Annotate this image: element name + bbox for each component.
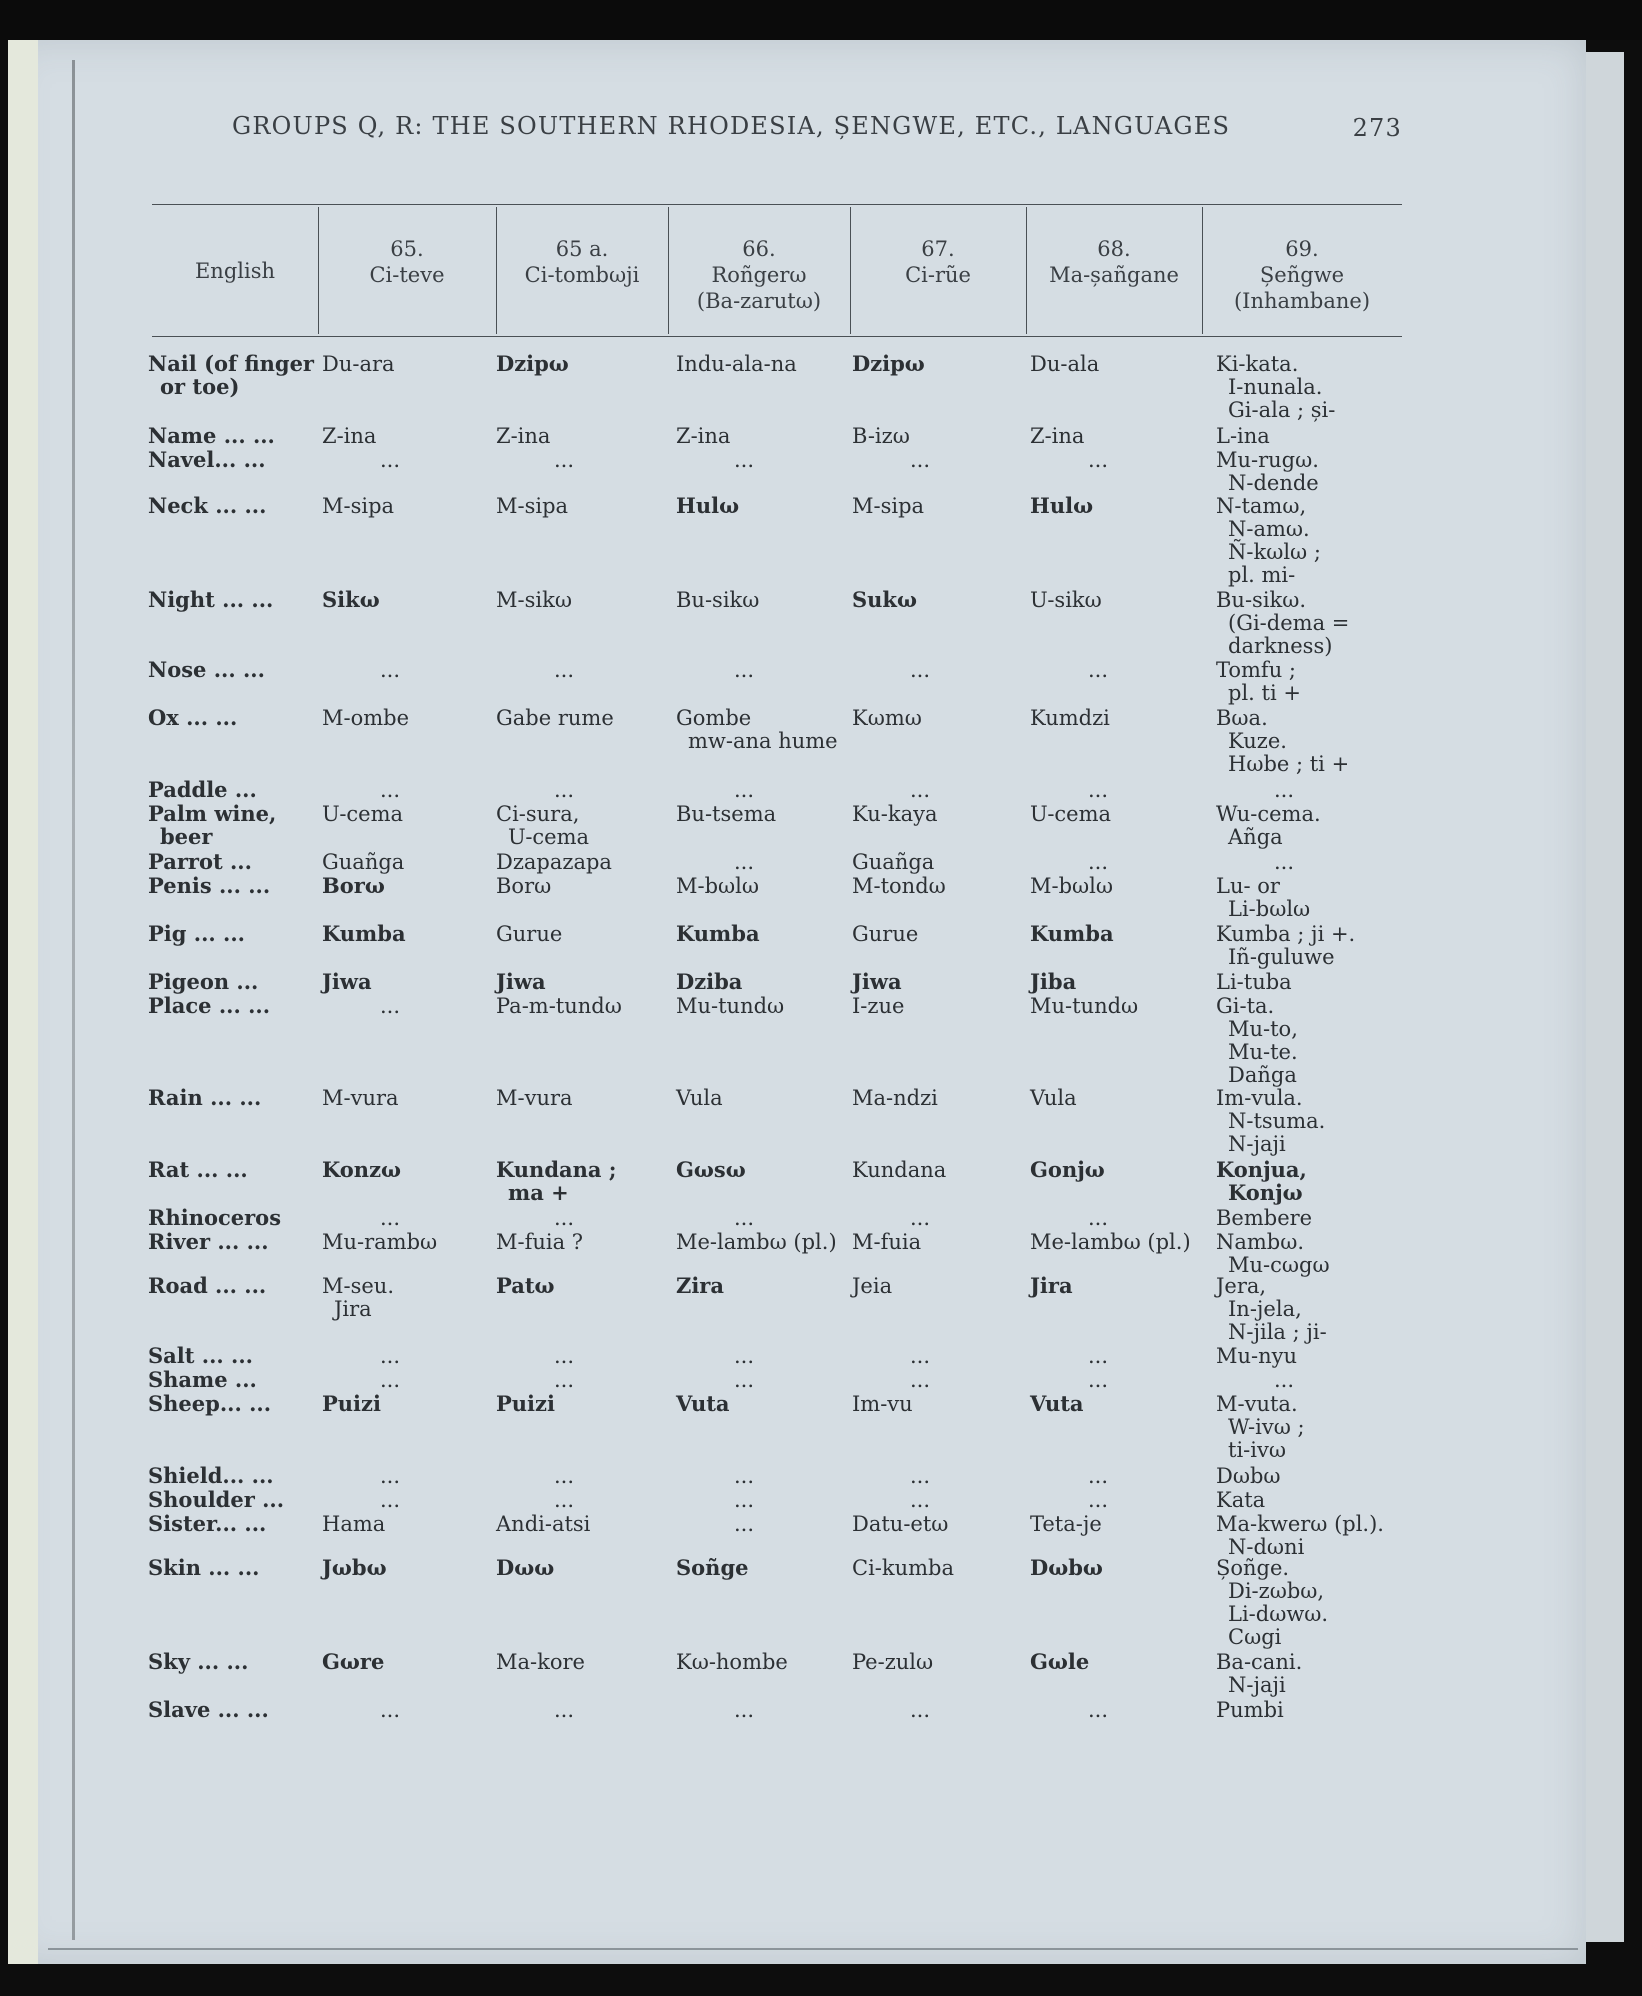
cell-c65: Gωre — [322, 1649, 385, 1674]
cell-c67: Pe-zulω — [852, 1650, 934, 1674]
cell-c69: Ki-kata. — [1216, 352, 1299, 376]
cell-c69: Iñ-guluwe — [1228, 945, 1335, 969]
cell-en: beer — [160, 824, 213, 849]
cell-en: Place ... ... — [148, 993, 271, 1018]
cell-c69: I-nunala. — [1228, 375, 1323, 399]
cell-c69: N-dωni — [1228, 1535, 1305, 1559]
cell-c66: Kω-hombe — [676, 1650, 788, 1674]
cell-c65: ... — [380, 1344, 401, 1368]
column-header-line: Ci-rũe — [905, 263, 971, 287]
cell-c67: I-zue — [852, 994, 905, 1018]
cell-c65: ... — [380, 448, 401, 472]
cell-en: Rhinoceros — [148, 1205, 282, 1230]
cell-c65: Z-ina — [322, 424, 377, 448]
cell-c68: ... — [1088, 1344, 1109, 1368]
cell-c65: M-seu. — [322, 1274, 395, 1298]
cell-c69: Di-zωbω, — [1228, 1579, 1325, 1603]
cell-c66: Mu-tundω — [676, 994, 785, 1018]
cell-c69: N-jaji — [1228, 1673, 1286, 1697]
cell-c69: Konjua, — [1216, 1157, 1307, 1182]
cell-c68: Z-ina — [1030, 424, 1085, 448]
cell-c65a: ... — [554, 1698, 575, 1722]
column-header-1 — [318, 236, 496, 288]
cell-c65a: Dzipω — [496, 351, 569, 376]
column-header-line: 67. — [921, 237, 955, 261]
cell-c69: Bu-sikω. — [1216, 588, 1307, 612]
cell-c66: Soñge — [676, 1555, 749, 1580]
cell-c67: Guañga — [852, 850, 935, 874]
cell-c65: Guañga — [322, 850, 405, 874]
cell-en: Road ... ... — [148, 1273, 267, 1298]
cell-c69: ... — [1274, 850, 1295, 874]
cell-c68: Me-lambω (pl.) — [1030, 1230, 1191, 1254]
cell-c69: Tomfu ; — [1216, 658, 1296, 682]
cell-c68: Jiba — [1030, 969, 1077, 994]
cell-c69: darkness) — [1228, 634, 1333, 658]
cell-c65: M-sipa — [322, 494, 395, 518]
cell-c66: Bu-sikω — [676, 588, 760, 612]
cell-c65: M-vura — [322, 1086, 399, 1110]
running-header — [232, 104, 1402, 144]
cell-c69: Lu- or — [1216, 874, 1280, 898]
cell-c65: ... — [380, 994, 401, 1018]
cell-c69: N-jila ; ji- — [1228, 1320, 1327, 1344]
cell-c66: Gombe — [676, 706, 752, 730]
cell-c68: ... — [1088, 1206, 1109, 1230]
cell-c66: ... — [734, 1368, 755, 1392]
cell-c69: Mu-te. — [1228, 1040, 1298, 1064]
cell-en: Ox ... ... — [148, 705, 238, 730]
cell-en: Shield... ... — [148, 1463, 274, 1488]
cell-c66: Indu-ala-na — [676, 352, 797, 376]
cell-en: Slave ... ... — [148, 1697, 269, 1722]
cell-c65: M-ombe — [322, 706, 410, 730]
cell-c65a: ... — [554, 1344, 575, 1368]
cell-c69: N-tamω, — [1216, 494, 1307, 518]
cell-c65a: Patω — [496, 1273, 555, 1298]
cell-c66: Z-ina — [676, 424, 731, 448]
cell-c65: Konzω — [322, 1157, 401, 1182]
cell-c69: Șoñge. — [1216, 1556, 1290, 1580]
page-bottom-edge — [48, 1948, 1578, 1950]
cell-c69: pl. mi- — [1228, 563, 1296, 587]
cell-en: Rat ... ... — [148, 1157, 248, 1182]
cell-c65a: Borω — [496, 874, 552, 898]
cell-c65: ... — [380, 1464, 401, 1488]
cell-en: Penis ... ... — [148, 873, 271, 898]
column-header-line: 65 a. — [555, 237, 609, 261]
cell-c65: Jiwa — [322, 969, 372, 994]
cell-c69: N-dende — [1228, 471, 1319, 495]
cell-c67: ... — [910, 1698, 931, 1722]
cell-c66: Dziba — [676, 969, 743, 994]
cell-c65: Du-ara — [322, 352, 395, 376]
column-header-line: Ci-tombωji — [524, 263, 640, 287]
cell-c67: Jiwa — [852, 969, 902, 994]
cell-c65a: M-vura — [496, 1086, 573, 1110]
cell-c66: ... — [734, 1464, 755, 1488]
cell-c68: ... — [1088, 778, 1109, 802]
cell-c69: Mu-nyu — [1216, 1344, 1298, 1368]
cell-c65: Mu-rambω — [322, 1230, 438, 1254]
cell-c68: Du-ala — [1030, 352, 1100, 376]
cell-c68: Gωle — [1030, 1649, 1090, 1674]
cell-c68: Hulω — [1030, 493, 1094, 518]
cell-c65a: Dzapazapa — [496, 850, 612, 874]
column-header-line: (Inhambane) — [1233, 289, 1371, 313]
cell-c68: ... — [1088, 1698, 1109, 1722]
cell-en: or toe) — [160, 374, 240, 399]
cell-c65: Jira — [334, 1297, 372, 1321]
column-header-4 — [850, 236, 1026, 288]
cell-c69: (Gi-dema = — [1228, 611, 1350, 635]
cell-c69: Li-tuba — [1216, 970, 1292, 994]
cell-c65a: Andi-atsi — [496, 1512, 591, 1536]
cell-c69: Cωgi — [1228, 1625, 1282, 1649]
cell-c69: N-amω. — [1228, 517, 1310, 541]
cell-c65a: Puizi — [496, 1391, 555, 1416]
cell-c67: ... — [910, 1368, 931, 1392]
cell-c68: Dωbω — [1030, 1555, 1103, 1580]
cell-en: Night ... ... — [148, 587, 274, 612]
cell-c65: Kumba — [322, 921, 406, 946]
cell-c67: ... — [910, 778, 931, 802]
cell-c69: Li-dωwω. — [1228, 1602, 1329, 1626]
cell-c66: ... — [734, 850, 755, 874]
cell-c66: ... — [734, 1512, 755, 1536]
cell-c66: ... — [734, 1206, 755, 1230]
cell-en: Name ... ... — [148, 423, 275, 448]
cell-c69: Ñ-kωlω ; — [1228, 540, 1321, 564]
cell-c68: ... — [1088, 448, 1109, 472]
cell-c69: Konjω — [1228, 1180, 1303, 1205]
cell-c67: ... — [910, 1464, 931, 1488]
cell-c67: Kundana — [852, 1158, 947, 1182]
cell-c68: Vula — [1030, 1086, 1077, 1110]
cell-c69: L-ina — [1216, 424, 1270, 448]
cell-c65: ... — [380, 1368, 401, 1392]
cell-c67: Jeia — [852, 1274, 893, 1298]
cell-c68: Jira — [1030, 1273, 1073, 1298]
cell-c65a: Dωω — [496, 1555, 555, 1580]
cell-c65a: ... — [554, 658, 575, 682]
cell-c69: Kumba ; ji +. — [1216, 922, 1356, 946]
cell-c69: Jera, — [1216, 1274, 1267, 1298]
cell-en: Parrot ... — [148, 849, 252, 874]
column-header-6 — [1202, 236, 1402, 314]
cell-c67: M-sipa — [852, 494, 925, 518]
cell-c66: ... — [734, 1344, 755, 1368]
column-header-line: 69. — [1285, 237, 1319, 261]
running-header-title: GROUPS Q, R: THE SOUTHERN RHODESIA, ȘENGWE, ETC., LANGUAGES — [232, 112, 1231, 140]
cell-c66: Vuta — [676, 1391, 730, 1416]
cell-c68: U-sikω — [1030, 588, 1102, 612]
cell-c69: Dañga — [1228, 1063, 1297, 1087]
cell-c69: Kata — [1216, 1488, 1266, 1512]
table-header-rule — [152, 336, 1402, 337]
cell-c65: ... — [380, 658, 401, 682]
cell-c67: Ma-ndzi — [852, 1086, 938, 1110]
cell-c65: ... — [380, 778, 401, 802]
cell-c69: Im-vula. — [1216, 1086, 1303, 1110]
cell-c69: Dωbω — [1216, 1464, 1281, 1488]
cell-c65: ... — [380, 1698, 401, 1722]
cell-en: Neck ... ... — [148, 493, 267, 518]
cell-c65a: M-sipa — [496, 494, 569, 518]
cell-c69: Mu-to, — [1228, 1017, 1298, 1041]
cell-c65: Sikω — [322, 587, 380, 612]
column-header-line: (Ba-zarutω) — [696, 289, 822, 313]
column-header-line: 68. — [1097, 237, 1131, 261]
cell-en: Navel... ... — [148, 447, 266, 472]
cell-c69: Li-bωlω — [1228, 897, 1311, 921]
column-header-line: Șeñgwe — [1259, 263, 1345, 287]
cell-c65a: M-fuia ? — [496, 1230, 584, 1254]
cell-c65: Hama — [322, 1512, 386, 1536]
cell-c66: ... — [734, 778, 755, 802]
cell-c65a: Ma-kore — [496, 1650, 585, 1674]
cell-en: Salt ... ... — [148, 1343, 253, 1368]
cell-c69: Ma-kwerω (pl.). — [1216, 1512, 1384, 1536]
column-header-2 — [496, 236, 668, 288]
cell-c65: Jωbω — [322, 1555, 387, 1580]
cell-c65a: ... — [554, 1488, 575, 1512]
cell-c69: Pumbi — [1216, 1698, 1284, 1722]
cell-c69: Bωa. — [1216, 706, 1268, 730]
cell-c69: ti-ivω — [1228, 1438, 1286, 1462]
cell-c67: ... — [910, 1344, 931, 1368]
cell-c66: Kumba — [676, 921, 760, 946]
cell-en: Palm wine, — [148, 801, 277, 826]
cell-c68: ... — [1088, 850, 1109, 874]
column-header-line: 65. — [390, 237, 424, 261]
cell-c68: M-bωlω — [1030, 874, 1114, 898]
cell-c69: Hωbe ; ti + — [1228, 752, 1350, 776]
cell-c65a: Gabe rume — [496, 706, 614, 730]
cell-en: Sheep... ... — [148, 1391, 272, 1416]
cell-c67: B-izω — [852, 424, 910, 448]
cell-en: Shame ... — [148, 1367, 257, 1392]
cell-c69: M-vuta. — [1216, 1392, 1298, 1416]
cell-en: Pig ... ... — [148, 921, 245, 946]
cell-c68: Kumba — [1030, 921, 1114, 946]
cell-c69: Gi-ta. — [1216, 994, 1275, 1018]
binding-shadow — [72, 60, 75, 1940]
table-top-rule — [152, 204, 1402, 205]
cell-en: River ... ... — [148, 1229, 269, 1254]
column-header-line: English — [194, 259, 276, 283]
cell-c65a: Jiwa — [496, 969, 546, 994]
cell-c68: Mu-tundω — [1030, 994, 1139, 1018]
cell-c65a: U-cema — [508, 825, 590, 849]
cell-en: Sister... ... — [148, 1511, 267, 1536]
cell-en: Pigeon ... — [148, 969, 259, 994]
column-header-line: Ci-teve — [369, 263, 445, 287]
cell-c68: Vuta — [1030, 1391, 1084, 1416]
cell-c65a: Gurue — [496, 922, 563, 946]
cell-c68: ... — [1088, 1368, 1109, 1392]
cell-c66: mw-ana hume — [688, 729, 838, 753]
cell-c65a: ... — [554, 778, 575, 802]
cell-c66: Me-lambω (pl.) — [676, 1230, 837, 1254]
cell-c67: Sukω — [852, 587, 917, 612]
cell-c66: Vula — [676, 1086, 723, 1110]
cell-c68: ... — [1088, 1488, 1109, 1512]
cell-c69: Kuze. — [1228, 729, 1287, 753]
cell-c67: ... — [910, 1206, 931, 1230]
column-header-line: Roñgerω — [711, 263, 807, 287]
cell-c66: Gωsω — [676, 1157, 746, 1182]
cell-c69: Añga — [1228, 825, 1283, 849]
cell-c65a: M-sikω — [496, 588, 572, 612]
cell-en: Paddle ... — [148, 777, 257, 802]
cell-c67: Ci-kumba — [852, 1556, 955, 1580]
cell-c68: ... — [1088, 658, 1109, 682]
cell-c65a: ... — [554, 1206, 575, 1230]
page-number: 273 — [1352, 114, 1402, 142]
cell-en: Sky ... ... — [148, 1649, 249, 1674]
cell-c69: Bembere — [1216, 1206, 1313, 1230]
cell-c65: Puizi — [322, 1391, 381, 1416]
cell-c69: ... — [1274, 1368, 1295, 1392]
cell-c65a: Z-ina — [496, 424, 551, 448]
column-header-3 — [668, 236, 850, 314]
cell-c69: ... — [1274, 778, 1295, 802]
cell-c69: Wu-cema. — [1216, 802, 1321, 826]
cell-c69: N-jaji — [1228, 1132, 1286, 1156]
cell-c69: Mu-cωgω — [1228, 1253, 1330, 1277]
cell-c66: M-bωlω — [676, 874, 760, 898]
cell-c67: Datu-etω — [852, 1512, 949, 1536]
cell-c67: M-tondω — [852, 874, 946, 898]
cell-c67: Kωmω — [852, 706, 922, 730]
cell-c68: U-cema — [1030, 802, 1112, 826]
cell-c67: Dzipω — [852, 351, 925, 376]
cell-en: Nail (of finger — [148, 351, 315, 376]
cell-c68: Gonjω — [1030, 1157, 1105, 1182]
cell-c65a: Kundana ; — [496, 1157, 617, 1182]
cell-c65a: ... — [554, 448, 575, 472]
cell-c67: M-fuia — [852, 1230, 922, 1254]
cell-c66: Hulω — [676, 493, 740, 518]
cell-c65a: ... — [554, 1368, 575, 1392]
cell-en: Skin ... ... — [148, 1555, 260, 1580]
cell-c69: W-ivω ; — [1228, 1415, 1305, 1439]
cell-c65a: ma + — [508, 1180, 569, 1205]
cell-c69: Mu-rugω. — [1216, 448, 1319, 472]
cell-c68: Kumdzi — [1030, 706, 1110, 730]
cell-c65: ... — [380, 1488, 401, 1512]
cell-c68: Teta-je — [1030, 1512, 1102, 1536]
cell-en: Shoulder ... — [148, 1487, 285, 1512]
cell-c69: Nambω. — [1216, 1230, 1305, 1254]
cell-en: Nose ... ... — [148, 657, 265, 682]
cell-c67: Gurue — [852, 922, 919, 946]
cell-c65a: Ci-sura, — [496, 802, 580, 826]
column-header-line: Ma-șañgane — [1049, 263, 1179, 287]
cell-c69: Ba-cani. — [1216, 1650, 1303, 1674]
cell-c65: U-cema — [322, 802, 404, 826]
column-header-5 — [1026, 236, 1202, 288]
cell-c67: Ku-kaya — [852, 802, 938, 826]
cell-c66: ... — [734, 658, 755, 682]
cell-c69: Gi-ala ; și- — [1228, 398, 1336, 422]
cell-c69: N-tsuma. — [1228, 1109, 1326, 1133]
cell-c66: Zira — [676, 1273, 724, 1298]
cell-c65: ... — [380, 1206, 401, 1230]
cell-c68: ... — [1088, 1464, 1109, 1488]
cell-c69: pl. ti + — [1228, 681, 1301, 705]
cell-c65a: Pa-m-tundω — [496, 994, 622, 1018]
cell-c66: Bu-tsema — [676, 802, 777, 826]
cell-c66: ... — [734, 448, 755, 472]
page-left-strip — [8, 40, 38, 1964]
cell-c65: Borω — [322, 873, 385, 898]
cell-c66: ... — [734, 1698, 755, 1722]
column-header-line: 66. — [742, 237, 776, 261]
cell-en: Rain ... ... — [148, 1085, 262, 1110]
cell-c67: ... — [910, 448, 931, 472]
cell-c69: In-jela, — [1228, 1297, 1302, 1321]
cell-c67: Im-vu — [852, 1392, 913, 1416]
cell-c67: ... — [910, 1488, 931, 1512]
cell-c66: ... — [734, 1488, 755, 1512]
cell-c65a: ... — [554, 1464, 575, 1488]
cell-c67: ... — [910, 658, 931, 682]
column-header-0 — [152, 258, 318, 284]
